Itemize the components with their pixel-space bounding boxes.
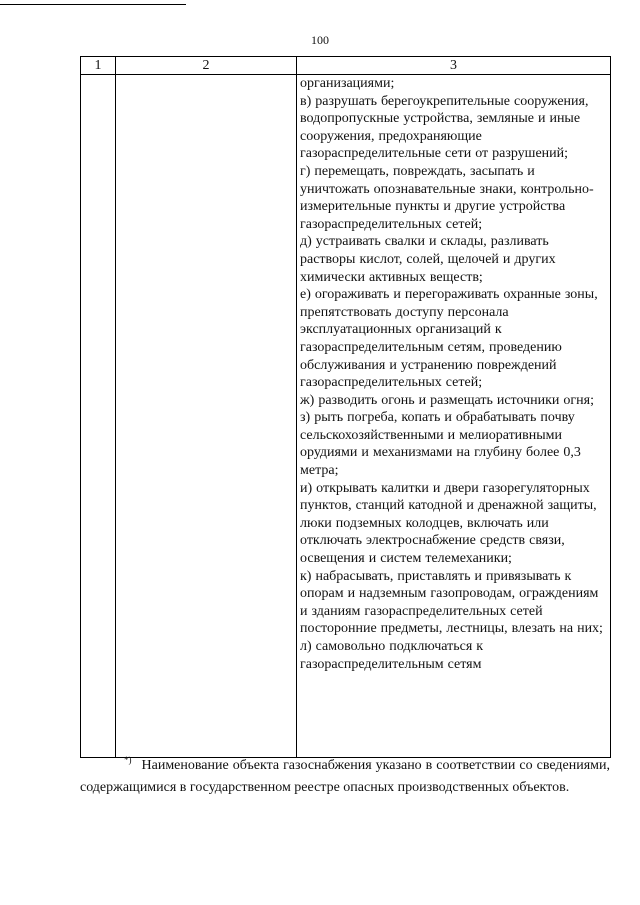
list-item: к) набрасывать, приставлять и привязывать к опорам и надземным газопроводам, ограждениям и зданиям газораспределительных сетей посторонние предметы, лестницы, влезать на них; bbox=[300, 568, 603, 637]
top-rule bbox=[0, 4, 186, 5]
list-item: г) перемещать, повреждать, засыпать и уничтожать опознавательные знаки, контрольно-измерительные пункты и другие устройства газораспределительных сетей; bbox=[300, 163, 594, 232]
list-item: з) рыть погреба, копать и обрабатывать почву сельскохозяйственными и мелиоративными орудиями и механизмами на глубину более 0,3 метра; bbox=[300, 410, 581, 479]
column-header-2: 2 bbox=[116, 57, 297, 75]
cell-column-1 bbox=[81, 75, 116, 758]
list-item: и) открывать калитки и двери газорегуляторных пунктов, станций катодной и дренажной защиты, люки подземных колодцев, включать или отключать электроснабжение средств связи, освещения и систем телемеханики; bbox=[300, 480, 597, 567]
prohibition-list bbox=[297, 75, 610, 673]
list-item: ж) разводить огонь и размещать источники огня; bbox=[300, 392, 594, 408]
list-item: д) устраивать свалки и склады, разливать растворы кислот, солей, щелочей и других химически активных веществ; bbox=[300, 234, 556, 285]
cell-column-3 bbox=[297, 75, 611, 758]
table-body-row bbox=[81, 75, 611, 758]
page-number: 100 bbox=[311, 33, 329, 47]
list-item: в) разрушать берегоукрепительные сооружения, водопропускные устройства, земляные и иные сооружения, предохраняющие газораспределительные сети от разрушений; bbox=[300, 93, 589, 162]
footnote-paragraph bbox=[80, 755, 610, 799]
column-header-1: 1 bbox=[81, 57, 116, 75]
list-item: организациями; bbox=[300, 76, 395, 91]
footnote bbox=[80, 755, 610, 799]
document-table bbox=[80, 56, 611, 758]
cell-column-2 bbox=[116, 75, 297, 758]
table-header-row bbox=[81, 57, 611, 75]
footnote-text: Наименование объекта газоснабжения указано в соответствии со сведениями, содержащимися в государственном реестре опасных производственных объектов. bbox=[80, 758, 610, 795]
column-header-3: 3 bbox=[297, 57, 611, 75]
footnote-mark: *) bbox=[124, 755, 132, 766]
list-item: л) самовольно подключаться к газораспределительным сетям bbox=[300, 639, 484, 672]
list-item: е) огораживать и перегораживать охранные зоны, препятствовать доступу персонала эксплуатационных организаций к газораспределительным сетям, проведению обслуживания и устранению повреждений газораспределительных сетей; bbox=[300, 287, 598, 391]
